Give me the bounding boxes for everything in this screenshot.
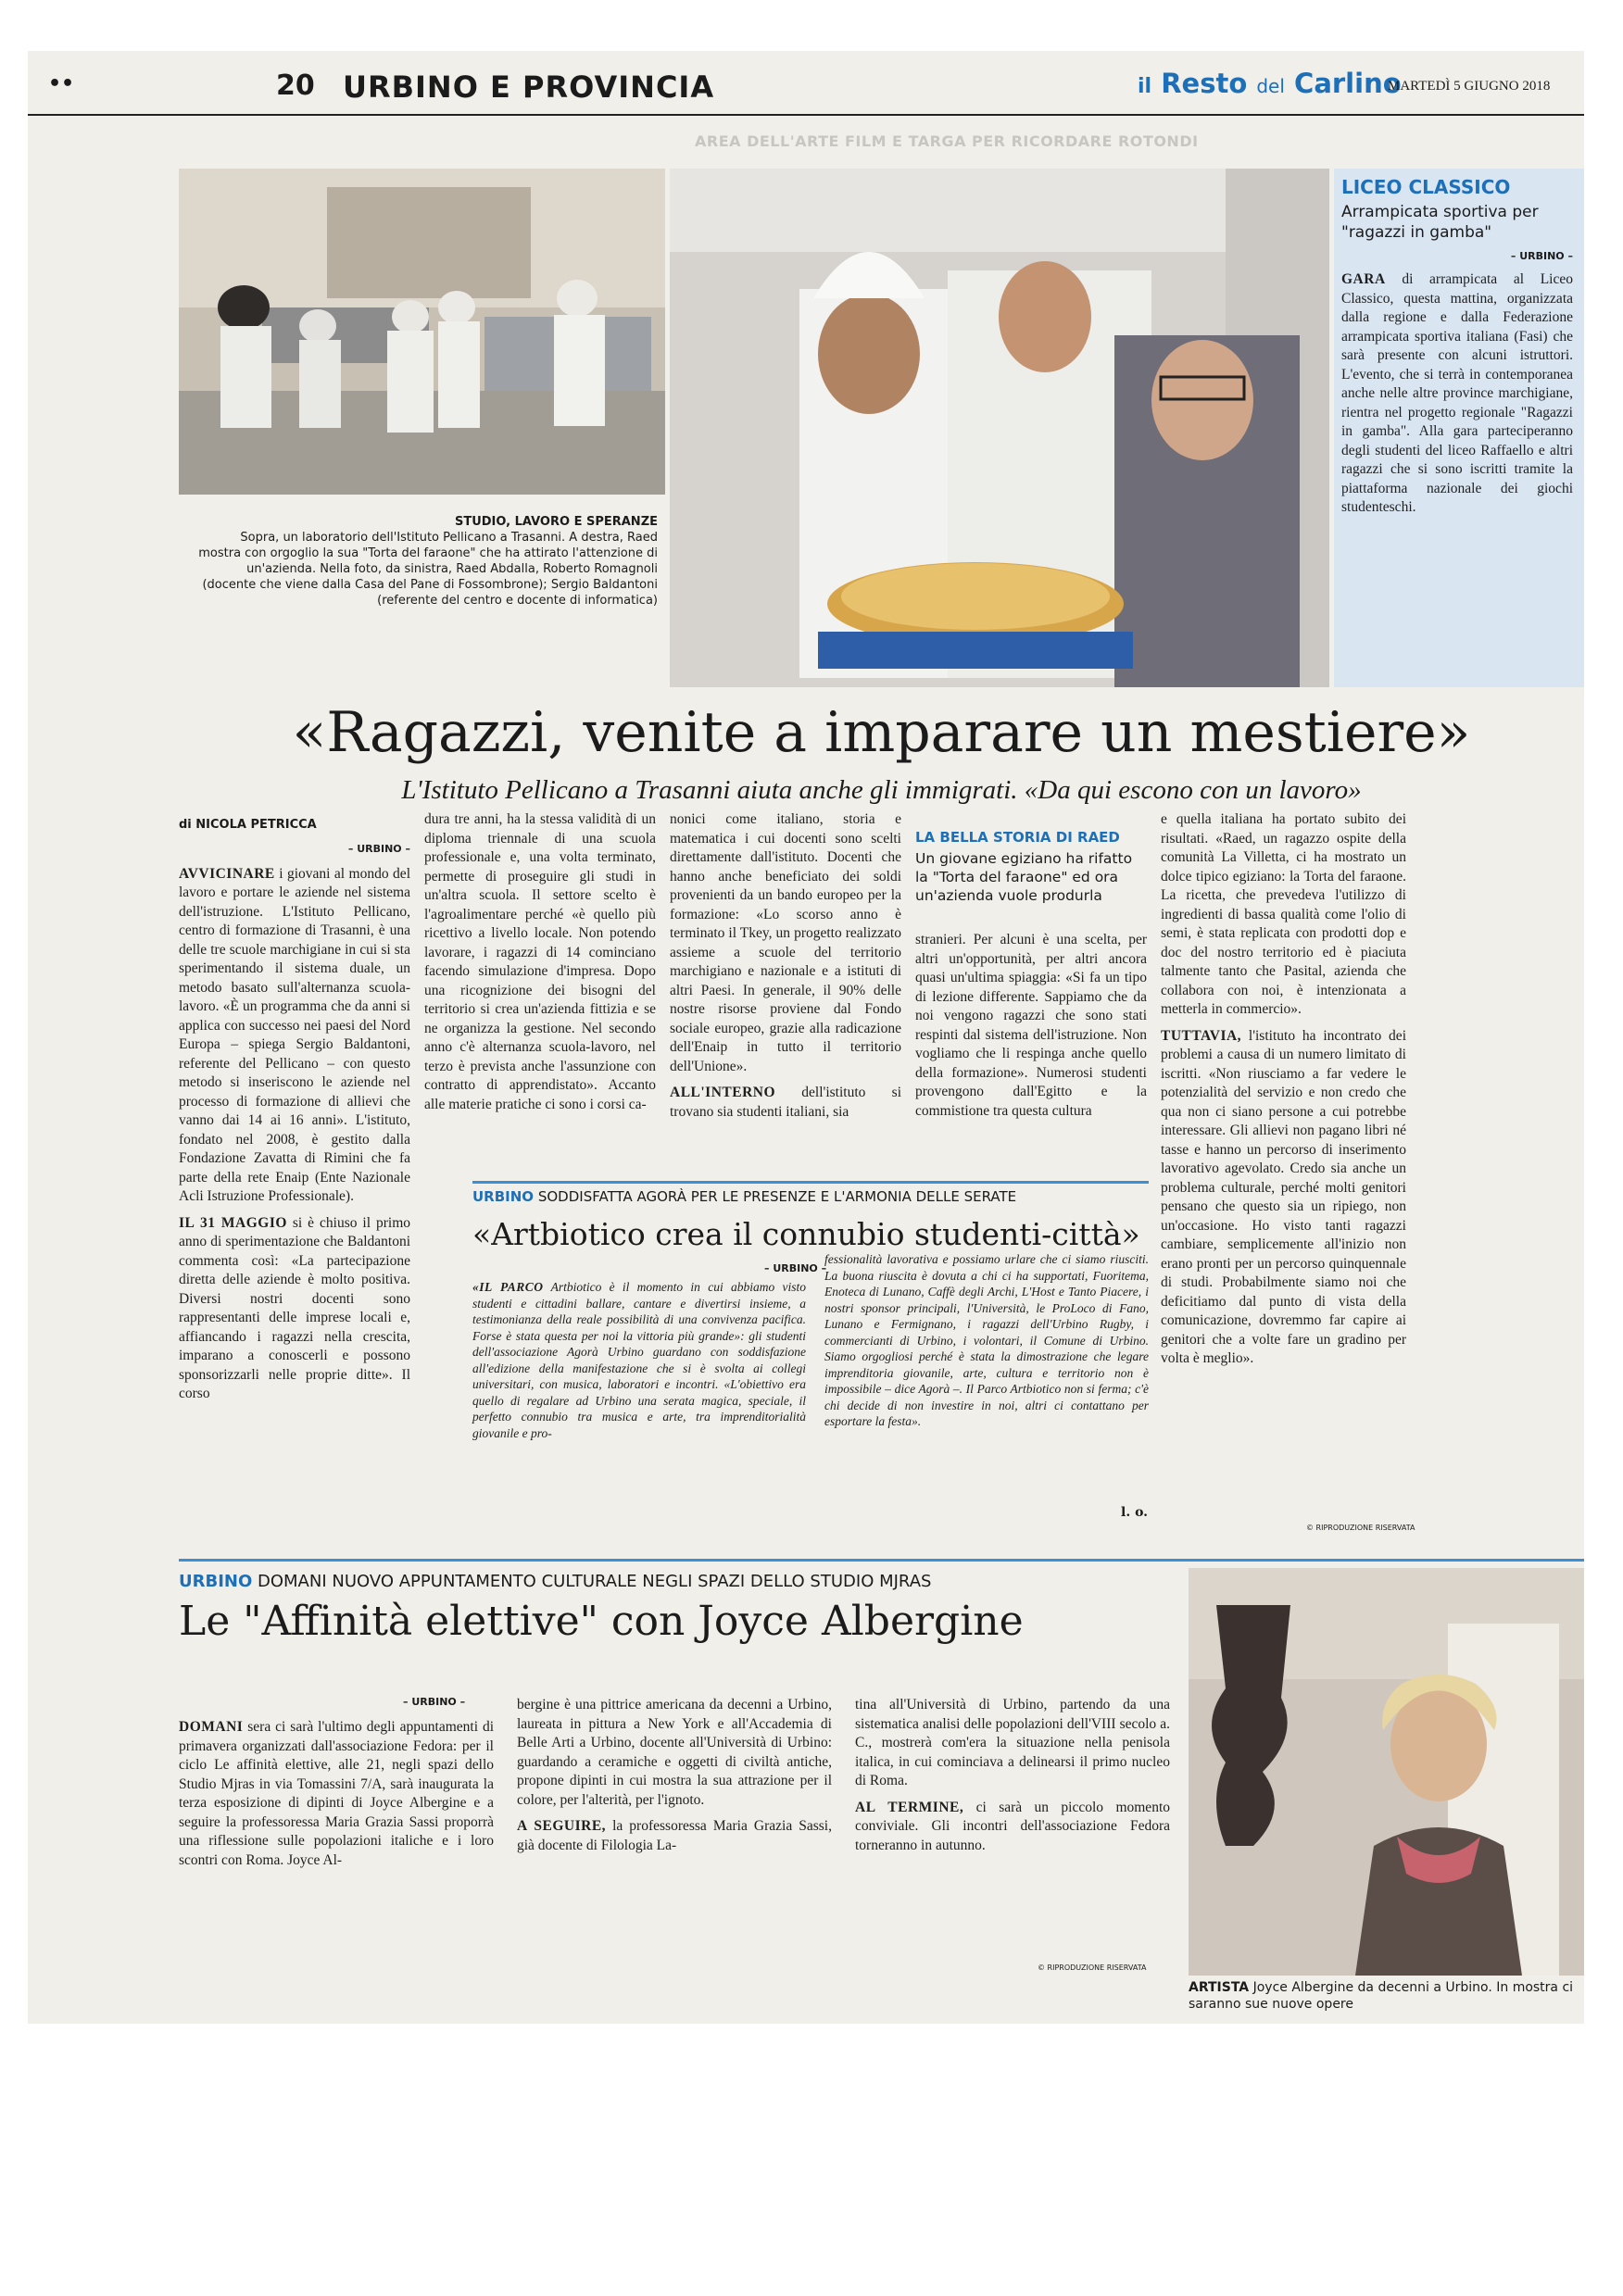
main-col-5: [1161, 810, 1406, 1376]
artbiotico-signature: l. o.: [1121, 1505, 1149, 1520]
sidebar-liceo-text: di arrampicata al Liceo Classico, questa mattina, organizzata dalla regione e dalla Federazione arrampicata sportiva italiana (Fasi) che sarà presente con alcuni istruttori. L'evento, che si terrà in contemporanea anche nelle altre province marchigiane, rientra nel progetto regionale "Ragazzi in gamba". Alla gara parteciperanno degli studenti del liceo Raffaello e altri ragazzi che si sono iscritti tramite la piattaforma nazionale dei giochi studenteschi.: [1341, 271, 1573, 515]
header-rule: [28, 114, 1584, 116]
masthead-il: il: [1138, 75, 1152, 98]
albergine-copyright: © RIPRODUZIONE RISERVATA: [1038, 1964, 1147, 1972]
photo-caption: [195, 514, 658, 609]
albergine-kicker: [179, 1572, 1189, 1591]
artbiotico-col1-text: Artbiotico è il momento in cui abbiamo visto studenti e cittadini ballare, cantare e divertirsi insieme, a testimonianza della reale possibilità di una convivenza pacifica. Forse è stata questa per noi la vittoria più grande»: gli studenti dell'associazione Agorà Urbino guardano con soddisfazione all'edizione della manifestazione che si è svolta ai collegi universitari, con musica, laboratori e incontri. «L'obiettivo era quello di regalare ad Urbino una serata magica, speciale, il perfetto connubio tra musica e arte, tra imprenditorialità giovanile e pro-: [472, 1280, 806, 1440]
albergine-col3-lead: AL TERMINE,: [855, 1799, 964, 1815]
albergine-top-rule: [179, 1559, 1584, 1562]
main-col1-text2: si è chiuso il primo anno di sperimentazione che Baldantoni commenta così: «La partecipazione diretta delle aziende è molto positiva. Diversi nostri docenti sono rappresentanti delle imprese locali e, affiancando i ragazzi nella crescita, imparano a conoscerli e possono sponsorizzarli nelle proprie ditte». Il corso: [179, 1214, 410, 1401]
main-copyright: © RIPRODUZIONE RISERVATA: [1306, 1524, 1415, 1532]
masthead-carlino: Carlino: [1294, 68, 1402, 99]
main-col3-text2: dell'istituto si trovano sia studenti italiani, sia: [670, 1085, 901, 1120]
albergine-col-2: [517, 1696, 832, 1863]
artbiotico-col2-text: fessionalità lavorativa e possiamo urlare che ci siamo riusciti. La buona riuscita è dovuta a chi ci ha supportati, Fuoritema, Enoteca di Lunano, Caffè degli Archi, L'Host e Tanto Piacere, i nostri sponsor principali, l'Università, le ProLoco di Fano, Lunano e Fermignano, i ragazzi dell'Urbino Rugby, i commercianti di Urbino, i volontari, il Comune di Urbino. Siamo orgogliosi perché è stata la dimostrazione che legare imprenditoria giovanile, arte, cultura e territorio non è impossibile – dice Agorà –. Il Parco Artbiotico non si ferma; c'è chi decide di non investire in noi, altri ci contattano per esportare la festa».: [824, 1252, 1149, 1428]
page-date: MARTEDÌ 5 GIUGNO 2018: [1388, 79, 1551, 94]
sidebar-liceo-dateline: – URBINO –: [1510, 250, 1573, 262]
masthead-logo: [1138, 68, 1402, 99]
artbiotico-kicker-text: SODDISFATTA AGORÀ PER LE PRESENZE E L'ARMONIA DELLE SERATE: [537, 1188, 1017, 1205]
masthead-resto: Resto: [1161, 68, 1248, 99]
artbiotico-col-2: [824, 1251, 1149, 1430]
sidebar-liceo-lead: GARA: [1341, 271, 1386, 287]
raed-box-text: Un giovane egiziano ha rifatto la "Torta del faraone" ed ora un'azienda vuole produrla: [915, 850, 1133, 904]
main-col5-text: e quella italiana ha portato subito dei risultati. «Raed, un ragazzo ospite della comunità La Villetta, ci ha mostrato un dolce tipico egiziano: la Torta del faraone. La ricetta, che prevedeva l'utilizzo di ingredienti di bassa qualità come l'olio di semi, è stata replicata con prodotti dop e doc del nostro territorio ed è piaciuta talmente tanto che Pasital, azienda che collabora con noi, è intenzionata a metterla in commercio».: [1161, 811, 1406, 1017]
main-col5-text2: l'istituto ha incontrato dei problemi a causa di un numero limitato di iscritti. «Non riusciamo a far vedere le potenzialità del servizio e non credo che qua non ci siano persone a cui potrebbe interessare. Gli allievi non pagano libri né tasse e hanno un percorso di inserimento lavorativo agevolato. Credo sia anche un problema culturale, perché molti genitori pensano che questo sia un ripiego, non un'occasione. Ho visto tanti ragazzi cambiare, semplicemente all'inizio non erano pronti per un percorso quinquennale di studi. Probabilmente siamo noi che deficitiamo dal punto di vista della comunicazione, dovremmo far capire ai genitori che a volte fare un gradino per volta è meglio».: [1161, 1027, 1406, 1366]
main-col-3: [670, 810, 901, 1129]
main-col5-lead2: TUTTAVIA,: [1161, 1027, 1242, 1044]
albergine-col3-text: tina all'Università di Urbino, partendo da una sistematica analisi delle popolazioni dell'VIII secolo a. C., mostrerà com'era la situazione nella penisola italica, in cui cominciava a delinearsi il primo nucleo di Roma.: [855, 1697, 1170, 1788]
main-col-4: [915, 931, 1147, 1128]
artbiotico-dateline: – URBINO –: [764, 1262, 827, 1274]
albergine-col2-text: bergine è una pittrice americana da decenni a Urbino, laureata in pittura a New York e all'Accademia di Belle Arti a Urbino, docente all'Università di Urbino: guardando a ceramiche e oggetti di civiltà antiche, propone dipinti in cui mostra la sua attrazione per il colore, per l'alterità, per l'ignoto.: [517, 1697, 832, 1808]
albergine-photo-caption: [1189, 1979, 1584, 2013]
main-col-2: [424, 810, 656, 1122]
sidebar-liceo-body: [1341, 270, 1573, 518]
joyce-albergine-photo: [1189, 1568, 1584, 1976]
main-col2-text: dura tre anni, ha la stessa validità di un diploma triennale di una scuola professionale e, una volta terminato, permette di proseguire gli studi in un'altra scuola. Il settore scelto è l'agroalimentare perché «è quello più ricettivo a livello locale. Non potendo lavorare, i ragazzi di 14 cominciano facendo simulazione d'impresa. Dopo una ricognizione dei bisogni del territorio si crea un'azienda fittizia e se ne organizza la gestione. Nel secondo anno c'è alternanza scuola-lavoro, nel terzo è prevista anche l'assunzione con contratto di apprendistato». Accanto alle materie pratiche ci sono i corsi ca-: [424, 811, 656, 1112]
artbiotico-kicker: [472, 1188, 1149, 1205]
photo-caption-title: STUDIO, LAVORO E SPERANZE: [454, 515, 658, 529]
main-col1-text: i giovani al mondo del lavoro e portare le aziende nel sistema dell'istruzione. L'Istituto Pellicano, centro di formazione di Trasanni, è una delle tre scuole marchigiane in cui si sta sperimentando il sistema duale, un metodo basato sull'alternanza scuola-lavoro. «È un programma che da anni si applica con successo nei paesi del Nord Europa – spiega Sergio Baldantoni, referente del Pellicano – con questo metodo si inseriscono le aziende nel processo di formazione di allievi che vanno dai 14 ai 16 anni». L'istituto, fondato nel 2008, è gestito dalla Fondazione Zavatta di Rimini che fa parte della rete Enaip (Ente Nazionale Acli Istruzione Professionale).: [179, 865, 410, 1204]
albergine-caption-lead: ARTISTA: [1189, 1980, 1250, 1995]
main-col1-lead2: IL 31 MAGGIO: [179, 1214, 287, 1231]
sidebar-liceo-kicker: LICEO CLASSICO: [1341, 176, 1511, 198]
main-subheadline: L'Istituto Pellicano a Trasanni aiuta anche gli immigrati. «Da qui escono con un lavoro»: [401, 775, 1362, 805]
raed-pizza-photo: [670, 169, 1329, 687]
albergine-col-3: [855, 1696, 1170, 1863]
artbiotico-top-rule: [472, 1181, 1149, 1184]
raed-box-kicker: LA BELLA STORIA DI RAED: [915, 829, 1120, 846]
main-col1-lead: AVVICINARE: [179, 865, 275, 882]
albergine-col2-lead: A SEGUIRE,: [517, 1818, 607, 1834]
albergine-col1-text: sera ci sarà l'ultimo degli appuntamenti di primavera organizzati dall'associazione Fedora: per il ciclo Le affinità elettive, alle 21, negli spazi dello Studio Mjras in via Tomassini 7/A, sarà inaugurata la terza esposizione di dipinti di Joyce Albergine e a seguire la professoressa Maria Grazia Sassi proporrà una riflessione sulle popolazioni italiche e i loro scontri con Roma. Joyce Al-: [179, 1719, 494, 1868]
albergine-dateline: – URBINO –: [403, 1696, 466, 1708]
main-dateline: – URBINO –: [347, 843, 410, 855]
albergine-col3-text2: ci sarà un piccolo momento conviviale. Gli incontri dell'associazione Fedora torneranno in autunno.: [855, 1799, 1170, 1853]
albergine-col-1: [179, 1718, 494, 1870]
photo-caption-text: Sopra, un laboratorio dell'Istituto Pellicano a Trasanni. A destra, Raed mostra con orgoglio la sua "Torta del faraone" che ha attirato l'attenzione di un'azienda. Nella foto, da sinistra, Raed Abdalla, Roberto Romagnoli (docente che viene dalla Casa del Pane di Fossombrone); Sergio Baldantoni (referente del centro e docente di informatica): [198, 531, 658, 608]
albergine-kicker-place: URBINO: [179, 1572, 253, 1591]
raed-box: [915, 829, 1147, 912]
page-bullets: ••: [48, 72, 75, 95]
main-col3-text: nonici come italiano, storia e matematica i cui docenti sono scelti direttamente dall'istituto. Docenti che hanno anche beneficiato dei soldi provenienti da un bando europeo per la formazione: «Lo scorso anno è terminato il Tkey, un progetto realizzato assieme a scuole del territorio marchigiano e nazionale e a istituti di altri Paesi. In generale, il 90% delle nostre risorse proviene dal Fondo sociale europeo, grazie alla radicazione dell'Enaip in tutto il territorio dell'Unione».: [670, 811, 901, 1074]
main-headline: «Ragazzi, venite a imparare un mestiere»: [292, 700, 1471, 765]
artbiotico-col-1: [472, 1279, 806, 1441]
sidebar-liceo: [1334, 169, 1584, 687]
artbiotico-headline: «Artbiotico crea il connubio studenti-città»: [472, 1216, 1140, 1252]
main-col-1: [179, 840, 410, 1411]
top-strip: AREA DELL'ARTE FILM E TARGA PER RICORDARE ROTONDI: [695, 132, 1199, 150]
newspaper-page: [28, 51, 1584, 2024]
section-title: URBINO E PROVINCIA: [343, 69, 715, 105]
albergine-kicker-text: DOMANI NUOVO APPUNTAMENTO CULTURALE NEGLI SPAZI DELLO STUDIO MJRAS: [258, 1572, 932, 1591]
masthead-del: del: [1256, 75, 1285, 97]
artbiotico-lead: «IL PARCO: [472, 1280, 544, 1294]
main-byline: di NICOLA PETRICCA: [179, 818, 317, 832]
sidebar-liceo-headline: Arrampicata sportiva per "ragazzi in gamba": [1341, 203, 1539, 242]
artbiotico-kicker-place: URBINO: [472, 1188, 535, 1205]
main-col4-text: stranieri. Per alcuni è una scelta, per altri un'opportunità, per altri ancora quasi un'ultima spiaggia: «Si fa un tipo di lezione differente. Sappiamo che da noi vengono ragazzi che sono stati respinti dal sistema dell'istruzione. Non vogliamo che li respinga anche quello della formazione». Numerosi studenti provengono dall'Egitto e la commistione tra questa cultura: [915, 932, 1147, 1119]
albergine-headline: Le "Affinità elettive" con Joyce Albergine: [179, 1598, 1024, 1645]
page-number: 20: [276, 69, 315, 102]
albergine-lead: DOMANI: [179, 1719, 244, 1735]
albergine-caption-text: Joyce Albergine da decenni a Urbino. In mostra ci saranno sue nuove opere: [1189, 1980, 1574, 2012]
kitchen-lab-photo: [179, 169, 665, 495]
albergine-col2-text2: la professoressa Maria Grazia Sassi, già docente di Filologia La-: [517, 1818, 832, 1853]
main-col3-lead2: ALL'INTERNO: [670, 1085, 776, 1100]
